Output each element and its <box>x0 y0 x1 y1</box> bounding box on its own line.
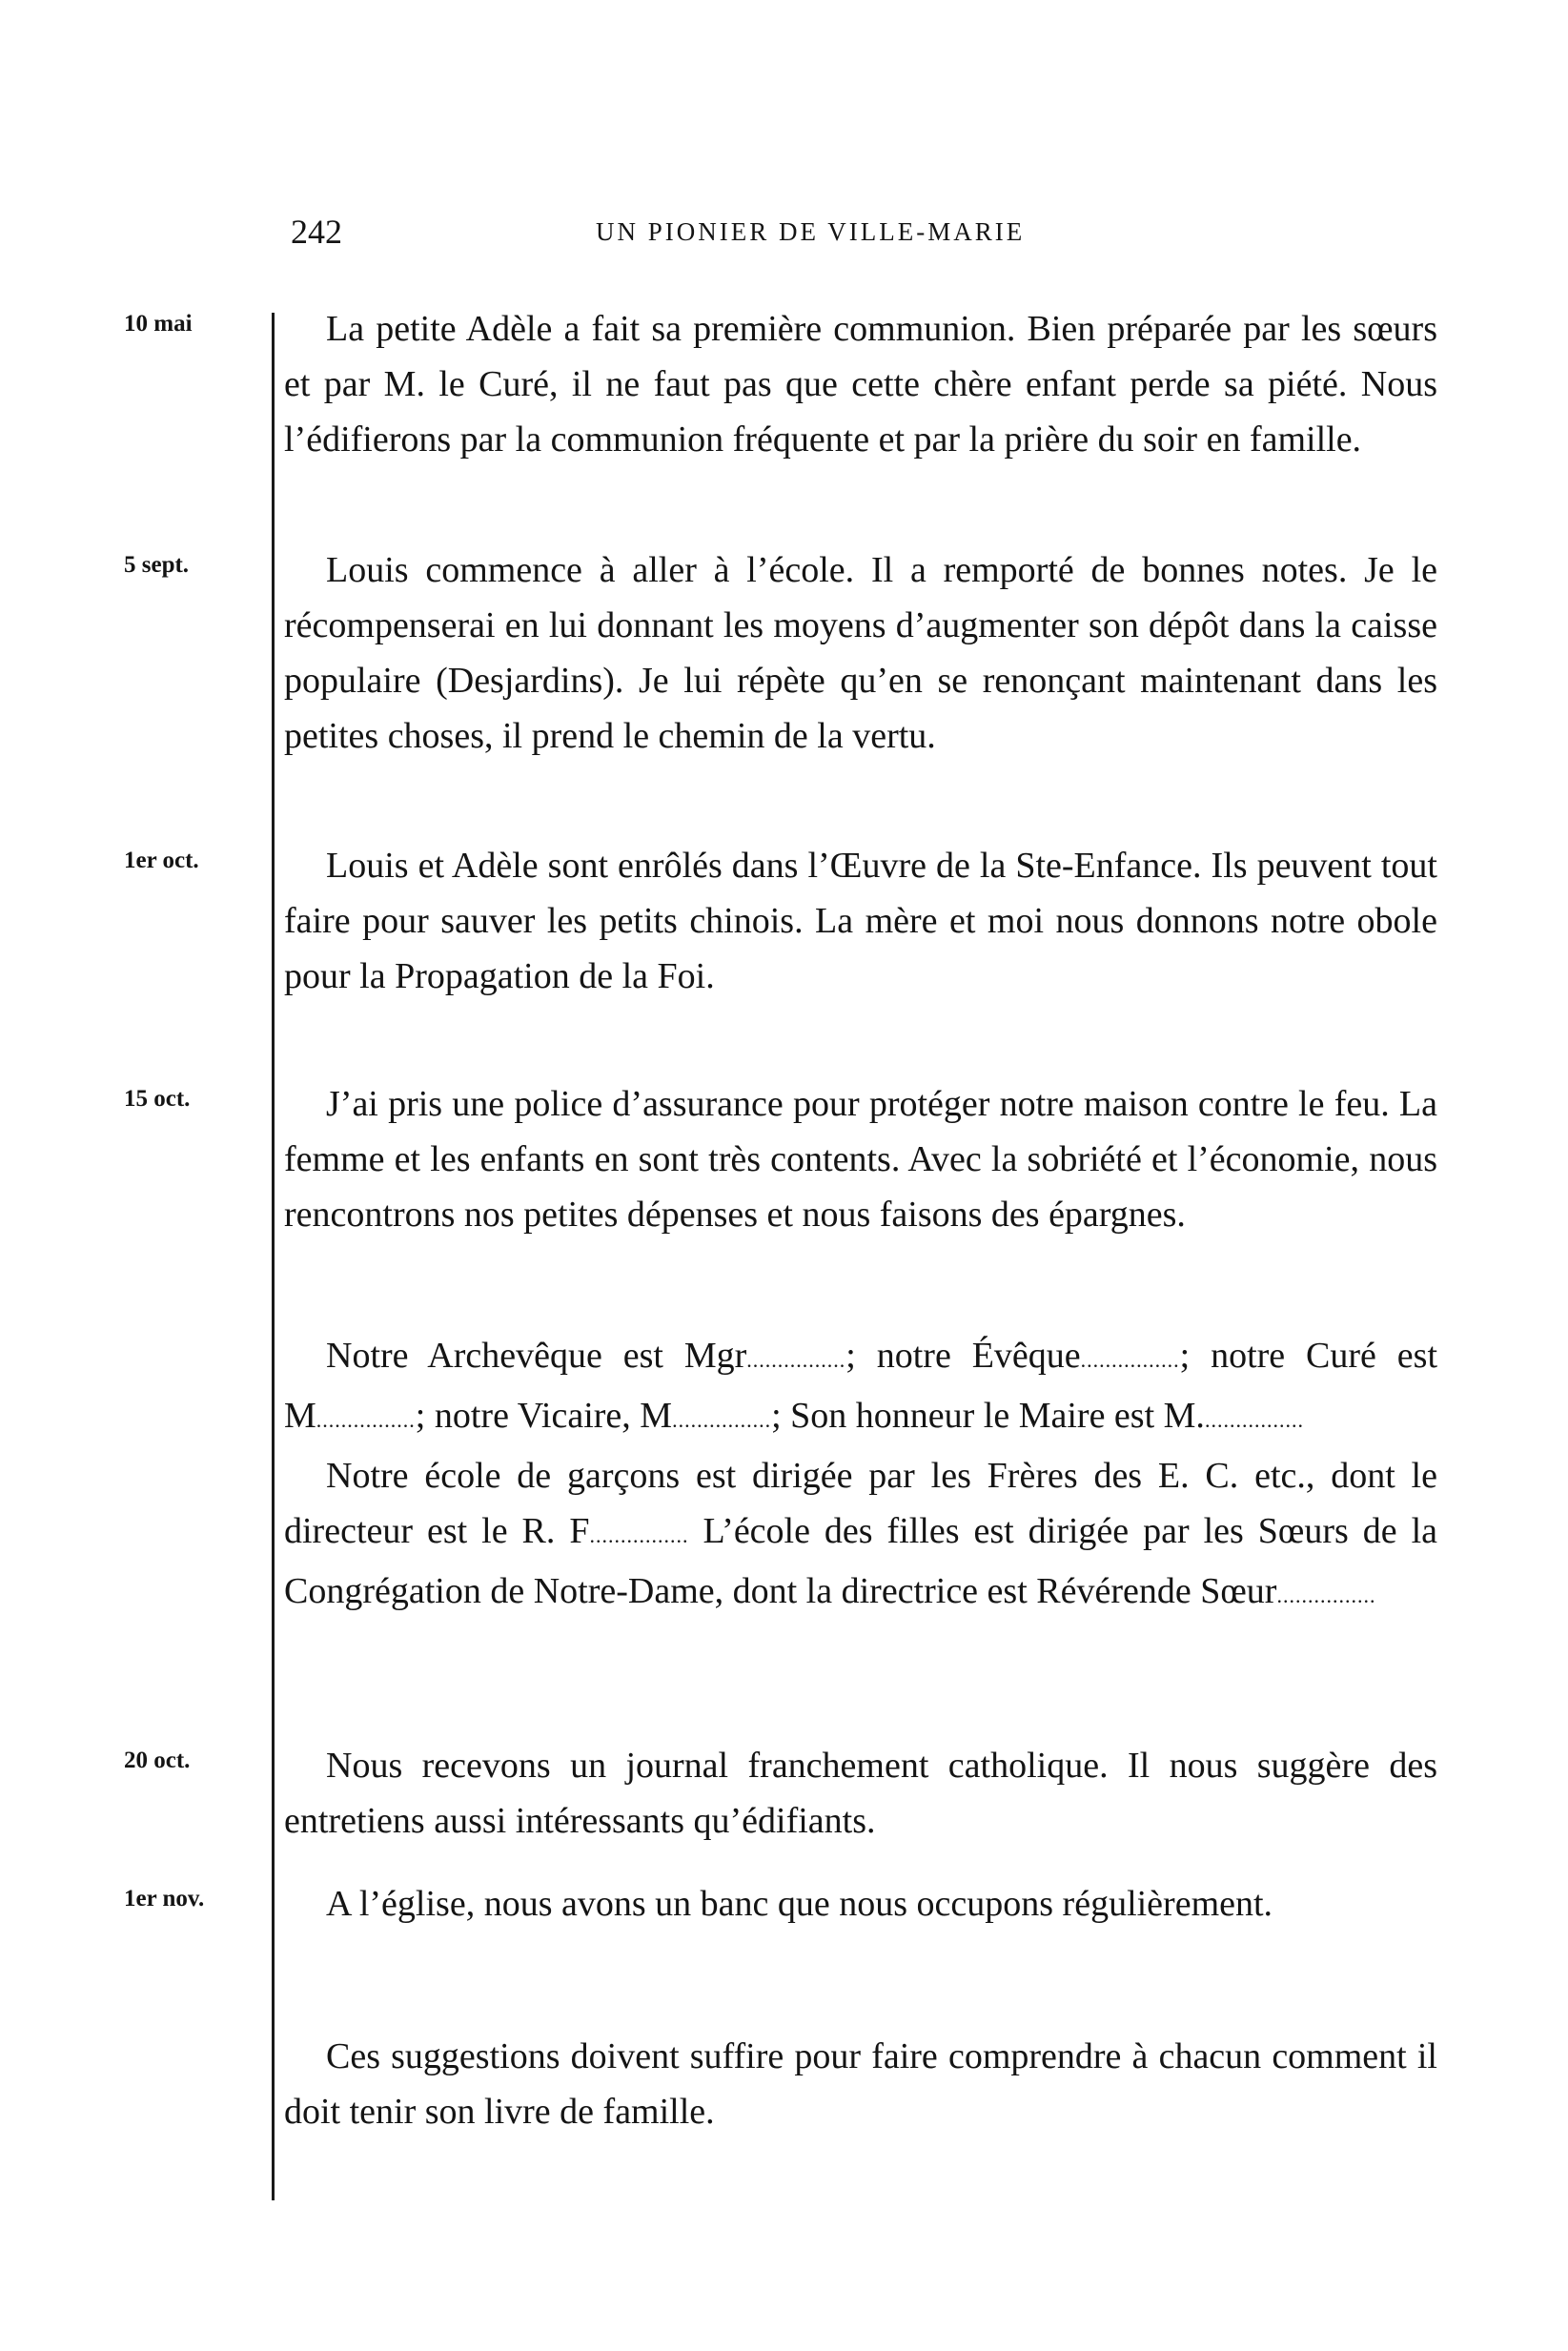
clergy-paragraph <box>284 1328 1437 1448</box>
entry-text <box>284 1876 1437 1932</box>
clergy-text: ; notre Curé est M <box>284 1336 1437 1436</box>
clergy-text: ; Son honneur le Maire est M. <box>771 1396 1205 1436</box>
blank-dots: ................ <box>589 1523 689 1547</box>
entry-paragraph: La petite Adèle a fait sa première communion. Bien préparée par les sœurs et par M. le Curé, il ne faut pas que cette chère enfant perde sa piété. Nous l’édifierons par la communion fréquente et par la prière du soir en famille. <box>284 309 1437 460</box>
blank-dots: ................ <box>1276 1584 1376 1607</box>
entry-text <box>284 838 1437 1004</box>
entry-paragraph: A l’église, nous avons un banc que nous occupons régulièrement. <box>326 1884 1273 1924</box>
clergy-text: ; notre Évêque <box>845 1336 1081 1376</box>
entry-text <box>284 1738 1437 1849</box>
entry-date: 20 oct. <box>124 1748 191 1773</box>
school-paragraph <box>284 1448 1437 1624</box>
clergy-text: ; notre Vicaire, M <box>415 1396 673 1436</box>
entry-paragraph: J’ai pris une police d’assurance pour protéger notre maison contre le feu. La femme et les enfants en sont très contents. Avec la sobriété et l’économie, nous rencontrons nos petites dépenses et nous faisons des épargnes. <box>284 1084 1437 1235</box>
blank-dots: ................ <box>672 1408 772 1432</box>
school-text: L’école des filles est dirigée par les Sœurs de la Congrégation de Notre-Dame, dont la directrice est Révérende Sœur <box>284 1511 1437 1611</box>
entry-text <box>284 542 1437 764</box>
entry-paragraph: Louis commence à aller à l’école. Il a remporté de bonnes notes. Je le récompenserai en lui donnant les moyens d’augmenter son dépôt dans la caisse populaire (Desjardins). Je lui répète qu’en se renonçant maintenant dans les petites choses, il prend le chemin de la vertu. <box>284 550 1437 756</box>
closing-paragraph: Ces suggestions doivent suffire pour faire comprendre à chacun comment il doit tenir son livre de famille. <box>284 2036 1437 2132</box>
entry-date: 1er oct. <box>124 848 199 873</box>
entry-date: 10 mai <box>124 311 193 337</box>
entry-text <box>284 1076 1437 1242</box>
clergy-text: Notre Archevêque est Mgr <box>326 1336 747 1376</box>
blank-dots: ................ <box>1204 1408 1304 1432</box>
margin-rule <box>272 313 275 2200</box>
entry-text <box>284 301 1437 467</box>
running-title: UN PIONIER DE VILLE-MARIE <box>596 217 1026 246</box>
entry-date: 5 sept. <box>124 552 190 578</box>
page-number: 242 <box>291 213 342 251</box>
entry-paragraph: Louis et Adèle sont enrôlés dans l’Œuvre de la Ste-Enfance. Ils peuvent tout faire pour sauver les petits chinois. La mère et moi nous donnons notre obole pour la Propagation de la Foi. <box>284 846 1437 996</box>
page-header <box>291 212 1435 250</box>
blank-dots: ................ <box>746 1348 846 1372</box>
blank-dots: ................ <box>1080 1348 1180 1372</box>
entry-date: 15 oct. <box>124 1086 191 1112</box>
blank-dots: ................ <box>316 1408 416 1432</box>
school-text: Notre école de garçons est dirigée par les Frères des E. C. etc., dont le directeur est le R. F <box>284 1456 1437 1551</box>
entry-date: 1er nov. <box>124 1886 205 1911</box>
entry-paragraph: Nous recevons un journal franchement catholique. Il nous suggère des entretiens aussi intéressants qu’édifiants. <box>284 1746 1437 1841</box>
